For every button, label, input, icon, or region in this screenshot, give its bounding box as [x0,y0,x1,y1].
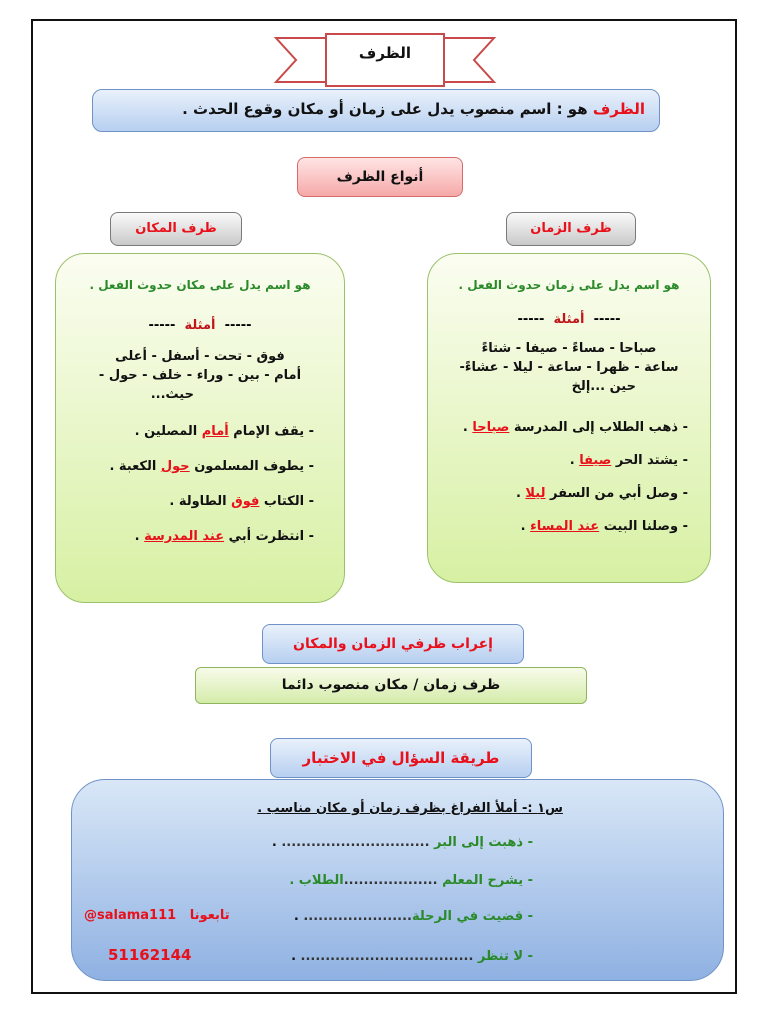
question-item [291,949,533,964]
place-examples-title [56,318,344,333]
adverb: أمام [201,424,229,439]
place-dashes-left: ----- [148,318,176,333]
sentence-end: الطاولة . [169,494,232,509]
question-item [289,873,533,888]
time-definition: هو اسم يدل على زمان حدوث الفعل . [458,278,680,292]
question-panel [71,779,724,981]
follow-us [84,908,230,923]
time-words-3: حين ...إلخ [571,379,636,394]
question-item [294,909,533,924]
item-end: . [293,909,304,924]
adverb: فوق [231,494,260,509]
time-box [427,253,711,583]
page-title: الظرف [358,44,412,62]
time-heading: ظرف الزمان [506,212,636,246]
time-words-2: ساعة - ظهرا - ساعة - ليلا - عشاءً- [459,360,679,375]
adverb: حول [160,459,190,474]
time-sentence [428,486,688,519]
blank[interactable]: ................................... [300,949,474,964]
sentence-text: - ذهب الطلاب إلى المدرسة [509,420,688,435]
definition-text [93,90,659,118]
place-definition: هو اسم يدل على مكان حدوث الفعل . [89,278,311,292]
follow-label: تابعونا [189,908,230,923]
sentence-text: - الكتاب [259,494,314,509]
sentence-text: - انتظرت أبي [224,529,314,544]
place-sentence [56,494,314,529]
time-sentence [428,453,688,486]
time-examples-title [428,312,710,327]
test-heading: طريقة السؤال في الاختبار [270,738,532,778]
place-words-3: حيث... [150,387,194,402]
item-end: الطلاب . [289,873,344,888]
definition-rest: هو : اسم منصوب يدل على زمان أو مكان وقوع الحدث . [182,100,593,118]
blank[interactable]: ...................... [303,909,412,924]
sentence-text: - يقف الإمام [228,424,314,439]
sentence-end: . [520,519,531,534]
time-sentence [428,519,688,552]
adverb: عند المساء [530,519,600,534]
blank[interactable]: ................... [343,873,438,888]
time-examples-label: أمثلة [553,312,585,327]
parsing-heading: إعراب ظرفي الزمان والمكان [262,624,524,664]
sentence-end: . [569,453,580,468]
question-item [272,835,533,850]
sentence-end: . [515,486,526,501]
question-title: س١ :- أملأ الفراغ بظرف زمان أو مكان مناسب . [257,801,563,816]
time-words-1: صباحا - مساءً - صيفا - شتاءً [481,341,657,356]
place-words-2: أمام - بين - وراء - خلف - حول - [98,368,302,383]
place-words-1: فوق - تحت - أسفل - أعلى [115,349,285,364]
place-box [55,253,345,603]
sentence-text: - وصل أبي من السفر [545,486,688,501]
place-examples-label: أمثلة [184,318,216,333]
types-heading: أنواع الظرف [297,157,463,197]
place-heading: ظرف المكان [110,212,242,246]
social-handle[interactable]: @salama111 [84,908,177,923]
place-dashes-right: ----- [224,318,252,333]
sentence-text: - يشتد الحر [611,453,688,468]
time-dashes-left: ----- [517,312,545,327]
sentence-end: . [134,529,145,544]
time-sentence [428,420,688,453]
item-end: . [271,835,282,850]
item-text: - قضيت في الرحلة [411,909,533,924]
item-text: - لا تنظر [477,949,533,964]
item-text: - يشرح المعلم [442,873,533,888]
definition-bar [92,89,660,132]
time-dashes-right: ----- [593,312,621,327]
definition-term: الظرف [592,100,645,118]
place-sentence [56,459,314,494]
parsing-text: ظرف زمان / مكان منصوب دائما [195,667,587,704]
adverb: صيفا [579,453,612,468]
phone-number: 51162144 [108,946,192,964]
sentence-end: . [462,420,473,435]
item-end: . [291,949,301,964]
blank[interactable]: .............................. [281,835,430,850]
sentence-end: الكعبة . [109,459,161,474]
sentence-text: - يطوف المسلمون [189,459,314,474]
item-text: - ذهبت إلى البر [434,835,533,850]
sentence-end: المصلين . [134,424,202,439]
place-sentence [56,424,314,459]
place-sentence [56,529,314,564]
adverb: ليلا [525,486,546,501]
sentence-text: - وصلنا البيت [599,519,688,534]
adverb: صباحا [472,420,510,435]
adverb: عند المدرسة [144,529,225,544]
